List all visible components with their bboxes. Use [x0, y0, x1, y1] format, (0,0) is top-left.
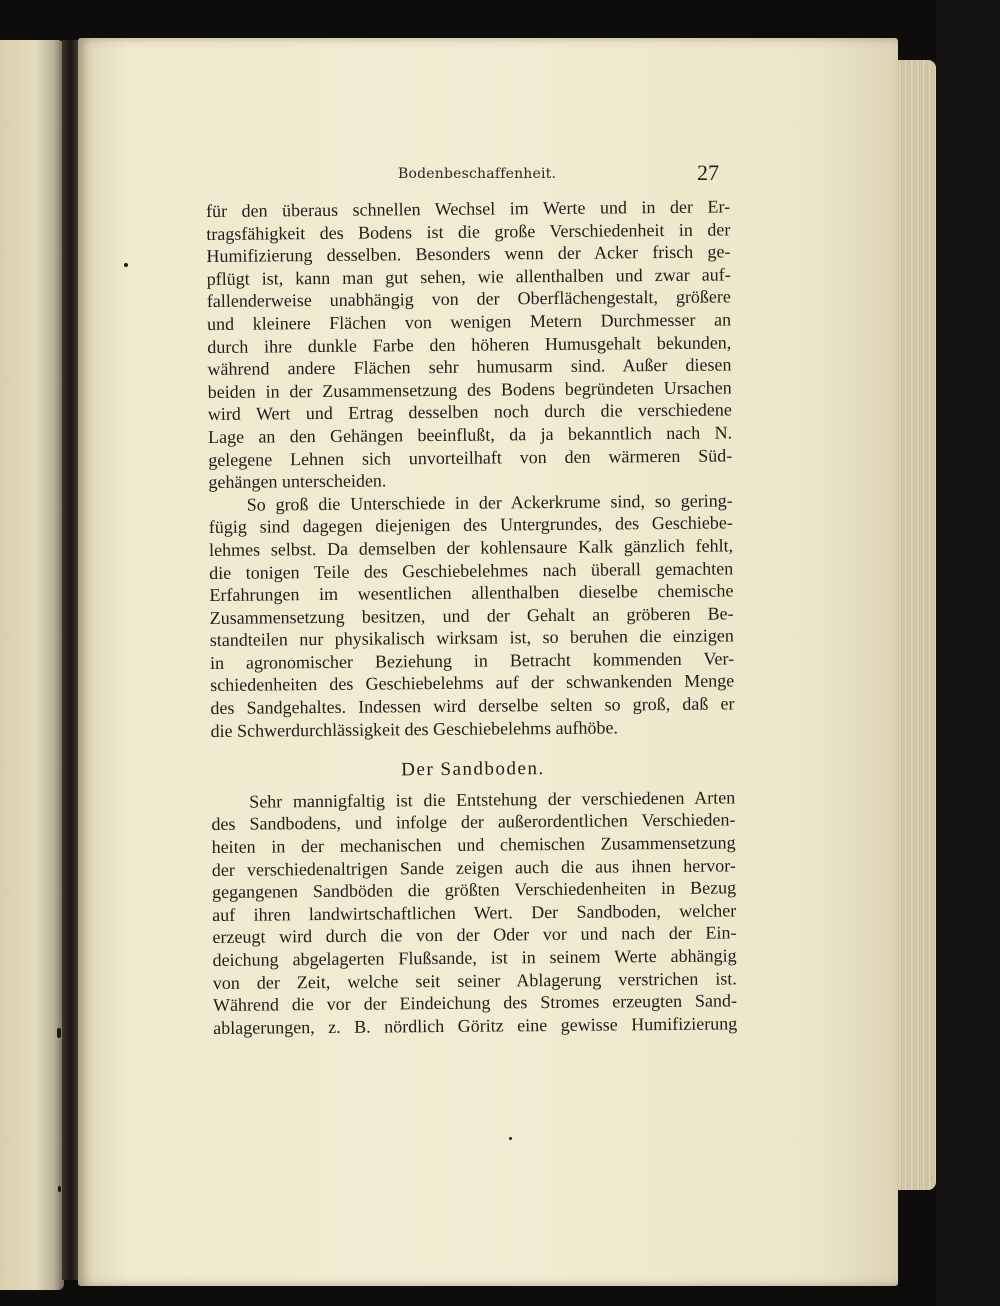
page-body-text	[206, 195, 737, 1039]
text-line: Sehr mannigfaltig ist die Entstehung der verschiedenen Arten	[249, 787, 736, 812]
ink-speck	[124, 263, 128, 267]
text-line: fügig sind dagegen diejenigen des Untergrundes, des Geschiebe-	[208, 512, 733, 538]
text-line: tragsfähigkeit des Bodens ist die große Verschiedenheit in der	[206, 219, 731, 244]
ink-speck	[509, 1137, 512, 1140]
page-stack-edge	[896, 60, 936, 1190]
text-line: deichung abgelagerten Flußsande, ist in seinem Werte abhängig	[212, 945, 737, 970]
ink-speck	[57, 1028, 61, 1038]
running-head: Bodenbeschaffenheit.	[398, 166, 557, 182]
text-line: standteilen nur physikalisch wirksam ist, so beruhen die einzigen	[209, 625, 734, 651]
section-heading: Der Sandboden.	[401, 758, 545, 781]
text-line: in agronomischer Beziehung in Betracht kommenden Ver-	[209, 648, 735, 673]
left-page-edge	[0, 40, 64, 1290]
text-line: der verschiedenaltrigen Sande zeigen auch die aus ihnen hervor-	[211, 855, 736, 880]
text-line: Humifizierung desselben. Besonders wenn der Acker frisch ge-	[206, 241, 731, 267]
text-line: die tonigen Teile des Geschiebelehmes nach überall gemachten	[209, 557, 734, 583]
ink-speck	[58, 1186, 61, 1192]
text-line: auf ihren landwirtschaftlichen Wert. Der Sandboden, welcher	[212, 900, 737, 925]
text-line: Lage an den Gehängen beeinflußt, da ja bekanntlich nach N.	[207, 422, 733, 447]
paragraph-3	[211, 786, 737, 1039]
text-line: erzeugt wird durch die von der Oder vor und nach der Ein-	[212, 922, 737, 948]
text-line: durch ihre dunkle Farbe den höheren Humusgehalt bekunden,	[207, 331, 732, 357]
text-line: So groß die Unterschiede in der Ackerkrume sind, so gering-	[246, 490, 733, 515]
text-line: gehängen unterscheiden.	[208, 470, 387, 493]
text-line: lehmes selbst. Da demselben der kohlensaure Kalk gänzlich fehlt,	[208, 535, 734, 560]
text-line: wird Wert und Ertrag desselben noch durch die verschiedene	[207, 399, 732, 425]
text-line: des Sandbodens, und infolge der außerordentlichen Verschieden-	[211, 809, 736, 835]
text-line: für den überaus schnellen Wechsel im Werte und in der Er-	[206, 196, 731, 221]
text-line: von der Zeit, welche seit seiner Ablagerung verstrichen ist.	[212, 967, 737, 993]
text-line: ablagerungen, z. B. nördlich Göritz eine gewisse Humifizierung	[213, 1013, 738, 1038]
text-line: Zusammensetzung besitzen, und der Gehalt an gröberen Be-	[209, 603, 734, 628]
text-line: und kleinere Flächen von wenigen Metern Durchmesser an	[206, 309, 732, 334]
paragraph-2	[209, 489, 735, 742]
book-cover-edge	[936, 0, 1000, 1306]
text-line: gelegene Lehnen sich unvorteilhaft von den wärmeren Süd-	[208, 444, 733, 470]
text-line: während andere Flächen sehr humusarm sind. Außer diesen	[207, 354, 732, 380]
text-line: schiedenheiten des Geschiebelehms auf der schwankenden Menge	[210, 670, 735, 696]
text-line: heiten in der mechanischen und chemischen Zusammensetzung	[211, 832, 736, 858]
text-line: die Schwerdurchlässigkeit des Geschiebelehms aufhöbe.	[210, 717, 619, 741]
text-line: fallenderweise unabhängig von der Oberflächengestalt, größere	[206, 286, 731, 312]
text-line: pflügt ist, kann man gut sehen, wie allenthalben und zwar auf-	[206, 264, 731, 289]
text-line: beiden in der Zusammensetzung des Bodens begründeten Ursachen	[207, 377, 732, 402]
text-line: Während die vor der Eindeichung des Stromes erzeugten Sand-	[212, 990, 738, 1016]
page-number: 27	[697, 160, 719, 185]
text-line: des Sandgehaltes. Indessen wird derselbe selten so groß, daß er	[210, 693, 735, 719]
text-line: gegangenen Sandböden die größten Verschiedenheiten in Bezug	[211, 877, 737, 903]
text-line: Erfahrungen im wesentlichen allenthalben dieselbe chemische	[209, 580, 734, 606]
paragraph-1	[206, 195, 733, 493]
